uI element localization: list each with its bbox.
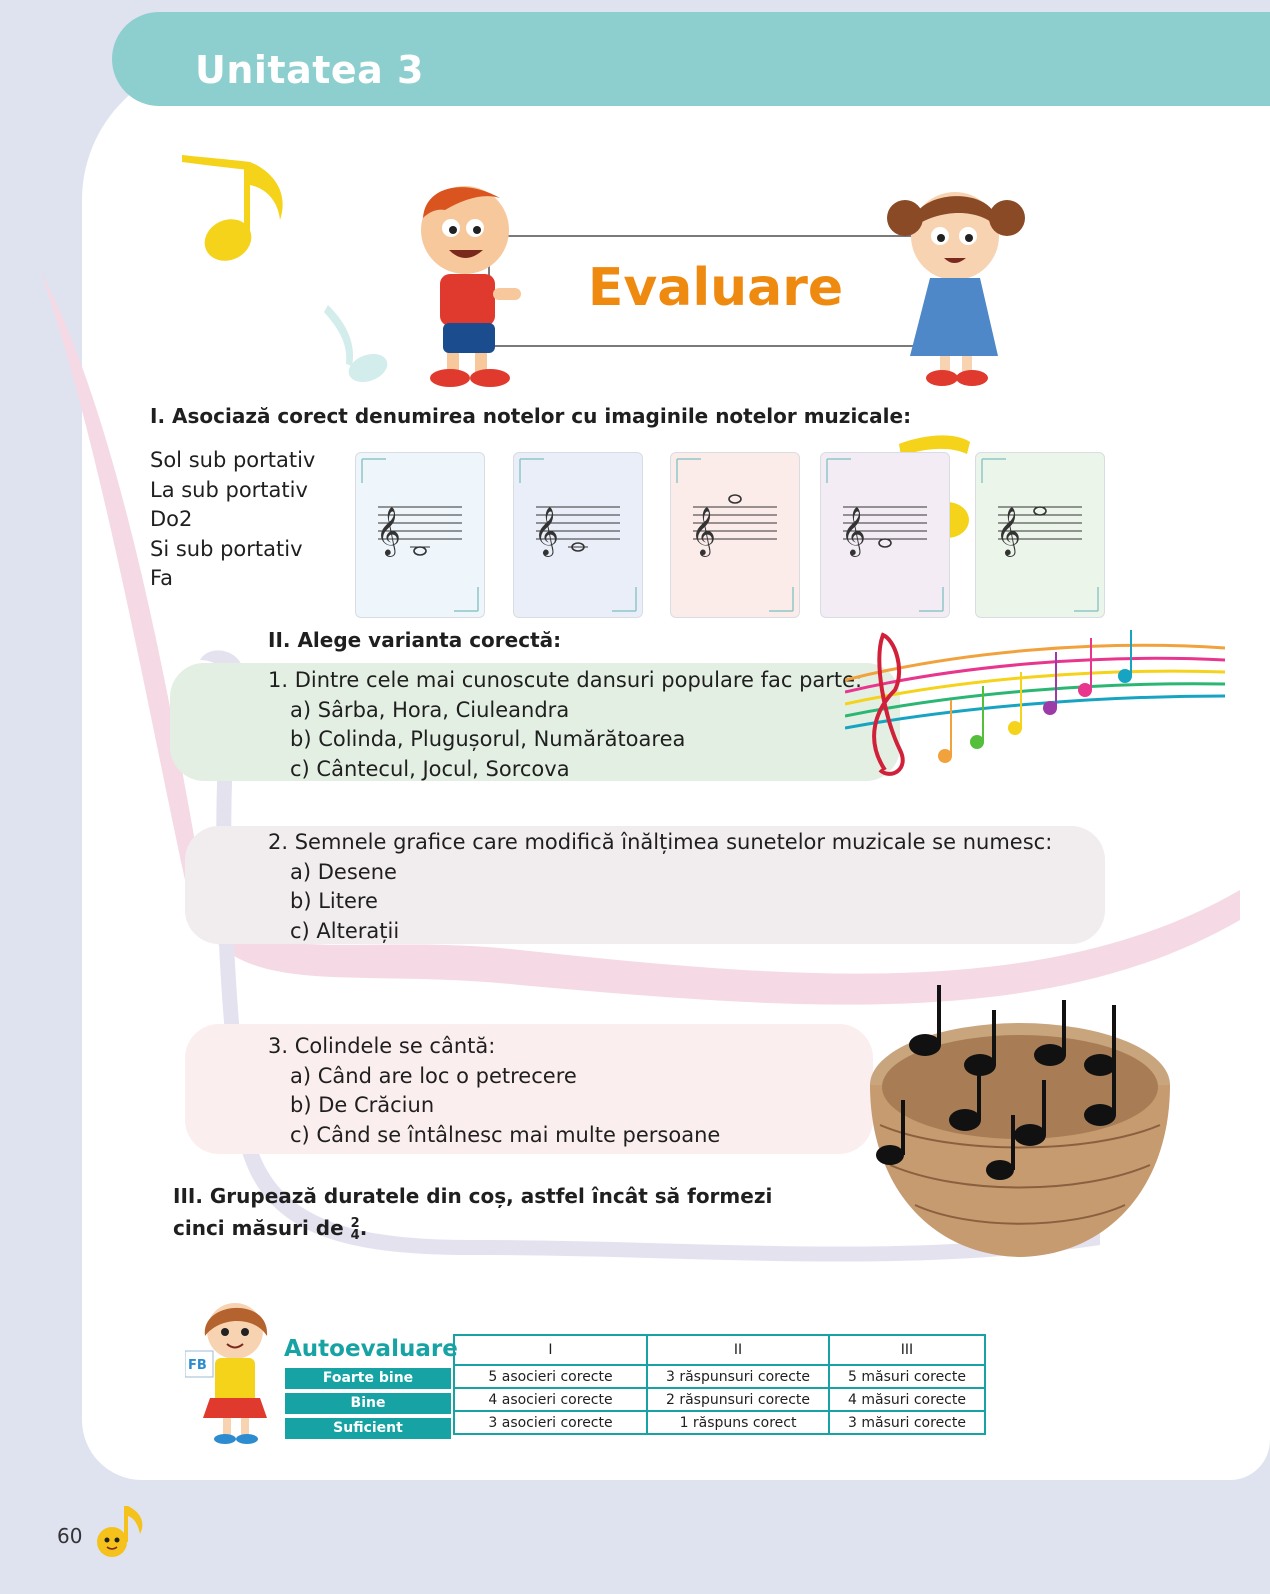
- section3-text: III. Grupează duratele din coș, astfel încât să formezi cinci măsuri de: [173, 1184, 773, 1240]
- staff-icon: [514, 453, 642, 617]
- basket-of-notes-illustration: [870, 985, 1190, 1270]
- row-label: Bine: [285, 1393, 451, 1414]
- section1-title: I. Asociază corect denumirea notelor cu imaginile notelor muzicale:: [150, 404, 912, 428]
- note-card[interactable]: [670, 452, 800, 618]
- table-cell: 3 măsuri corecte: [829, 1411, 985, 1434]
- staff-icon: [821, 453, 949, 617]
- table-cell: 4 măsuri corecte: [829, 1388, 985, 1411]
- answer-option[interactable]: c) Când se întâlnesc mai multe persoane: [290, 1122, 721, 1147]
- note-name: Sol sub portativ: [150, 448, 316, 472]
- period: .: [359, 1216, 368, 1240]
- answer-option[interactable]: a) Sârba, Hora, Ciuleandra: [290, 697, 570, 722]
- svg-text:𝄞: 𝄞: [841, 506, 866, 555]
- whole-note-icon: [729, 495, 741, 503]
- row-label: Suficient: [285, 1418, 451, 1439]
- question-text: 3. Colindele se cântă:: [268, 1034, 496, 1058]
- yellow-note-icon: [180, 150, 290, 270]
- colorful-staff-illustration: [845, 630, 1225, 785]
- whole-note-icon: [414, 547, 426, 555]
- staff-icon: [356, 453, 484, 617]
- table-cell: 4 asocieri corecte: [454, 1388, 647, 1411]
- note-name: Fa: [150, 566, 174, 590]
- section3-instruction: [173, 1180, 793, 1244]
- time-signature-top: 2: [350, 1215, 360, 1231]
- time-signature: [350, 1215, 360, 1243]
- question-1: [268, 666, 862, 784]
- boy-illustration: [405, 178, 535, 398]
- answer-option[interactable]: b) Colinda, Plugușorul, Numărătoarea: [290, 727, 686, 751]
- section2-title: II. Alege varianta corectă:: [268, 628, 562, 652]
- svg-text:𝄞: 𝄞: [691, 506, 716, 555]
- whole-note-icon: [1034, 507, 1046, 515]
- note-card[interactable]: [820, 452, 950, 618]
- answer-option[interactable]: c) Cântecul, Jocul, Sorcova: [290, 756, 570, 781]
- note-name: La sub portativ: [150, 477, 308, 502]
- table-row: [454, 1365, 985, 1388]
- staff-icon: [671, 453, 799, 617]
- table-cell: 3 asocieri corecte: [454, 1411, 647, 1434]
- staff-icon: [976, 453, 1104, 617]
- table-cell: 2 răspunsuri corecte: [647, 1388, 829, 1411]
- answer-option[interactable]: a) Desene: [290, 859, 397, 884]
- table-cell: 5 asocieri corecte: [454, 1365, 647, 1388]
- table-cell: 3 răspunsuri corecte: [647, 1365, 829, 1388]
- page-number: 60: [57, 1524, 83, 1548]
- svg-text:𝄞: 𝄞: [534, 506, 559, 555]
- self-evaluation-label: Autoevaluare: [284, 1336, 458, 1362]
- note-card[interactable]: [513, 452, 643, 618]
- table-row: [454, 1388, 985, 1411]
- column-header: II: [647, 1335, 829, 1365]
- evaluation-title: Evaluare: [587, 258, 844, 318]
- whole-note-icon: [879, 539, 891, 547]
- answer-option[interactable]: b) Litere: [290, 889, 378, 913]
- table-cell: 5 măsuri corecte: [829, 1365, 985, 1388]
- time-signature-bottom: 4: [350, 1227, 360, 1243]
- answer-option[interactable]: c) Alterații: [290, 918, 400, 943]
- faint-note-icon: [318, 300, 398, 385]
- question-3: [268, 1032, 720, 1150]
- note-mascot-icon: [88, 1500, 148, 1560]
- unit-title: Unitatea 3: [195, 48, 424, 92]
- note-name: Si sub portativ: [150, 536, 303, 561]
- fb-badge: FB: [188, 1358, 207, 1373]
- note-card[interactable]: [975, 452, 1105, 618]
- svg-text:𝄞: 𝄞: [376, 506, 401, 555]
- note-card[interactable]: [355, 452, 485, 618]
- table-header-row: [454, 1335, 985, 1365]
- question-text: 2. Semnele grafice care modifică înălțimea sunetelor muzicale se numesc:: [268, 830, 1053, 854]
- svg-text:𝄞: 𝄞: [996, 506, 1021, 555]
- girl-illustration: [880, 178, 1030, 398]
- answer-option[interactable]: b) De Crăciun: [290, 1093, 435, 1117]
- table-cell: 1 răspuns corect: [647, 1411, 829, 1434]
- note-names-list: [150, 446, 315, 594]
- column-header: I: [454, 1335, 647, 1365]
- column-header: III: [829, 1335, 985, 1365]
- question-text: 1. Dintre cele mai cunoscute dansuri populare fac parte:: [268, 668, 863, 692]
- note-name: Do2: [150, 507, 193, 531]
- self-evaluation-table: [453, 1334, 986, 1435]
- question-2: [268, 828, 1052, 946]
- row-label: Foarte bine: [285, 1368, 451, 1389]
- answer-option[interactable]: a) Când are loc o petrecere: [290, 1063, 577, 1088]
- table-row: [454, 1411, 985, 1434]
